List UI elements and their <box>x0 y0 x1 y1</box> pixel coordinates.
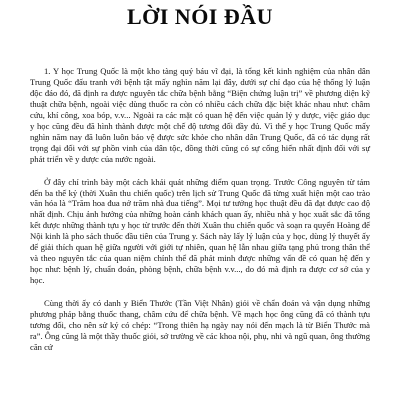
paragraph-3: Cùng thời ấy có danh y Biển Thước (Tần Việt Nhân) giỏi về chẩn đoán và vận dụng những phương pháp bằng thuốc thang, châm cứu để chữa bệnh. Về mạch học ông cũng đã có thành tựu tương đối, cho nên sử ký có chép: “Trong thiên hạ ngày nay nói đến mạch là từ Biển Thước mà ra”. Ông cũng là một thầy thuốc giỏi, sở trường về các khoa nội, phụ, nhi và ngũ quan, ông thường căn cứ <box>30 298 370 352</box>
page-title: LỜI NÓI ĐẦU <box>126 4 274 29</box>
paragraph-1: 1. Y học Trung Quốc là một kho tàng quý báu vĩ đại, là tổng kết kinh nghiệm của nhân dân Trung Quốc đấu tranh với bệnh tật mấy nghìn năm lại đây, dưới sự chỉ đạo của hệ thống lý luận độc đáo đó, đã định ra được nguyên tắc chữa bệnh bằng “Biện chứng luận trị” về phương diện kỹ thuật chữa bệnh, ngoài việc dùng thuốc ra còn có nhiều cách chữa đặc biệt khác nhau như: châm cứu, khí công, xoa bóp, v.v... Ngoài ra các mặt có quan hệ đến việc quản lý y dược, việc giáo dục y học cũng đều đã hình thành được một chế độ tương đối đầy đủ. Vì thế y học Trung Quốc mấy nghìn năm nay đã luôn luôn bảo vệ được sức khỏe cho nhân dân Trung Quốc, đã có tác dụng rất trọng đại đối với sự phồn vinh của dân tộc, đồng thời cũng có sự cống hiến nhất định đối với sự phát triển về y dược của nước ngoài. <box>30 66 370 164</box>
body-text <box>30 66 370 353</box>
paragraph-2: Ở đây chỉ trình bày một cách khái quát những điểm quan trọng. Trước Công nguyên từ tám đến ba thế kỷ (thời Xuân thu chiến quốc) trên lịch sử Trung Quốc đã từng xuất hiện một cao trào văn hóa là “Trăm hoa đua nở trăm nhà đua tiếng”. Mọi tư tưởng học thuật đều đã đạt được cao độ nhất định. Chịu ảnh hưởng của những hoàn cảnh khách quan ấy, nhiều nhà y học xuất sắc đã tổng kết được những thành tựu y học từ trước đến thời Xuân thu chiến quốc và soạn ra quyển Hoàng đế Nội kinh là pho sách thuốc đầu tiên của Trung y. Sách này lấy lý luận của y học, dùng lý thuyết ấy để giải thích quan hệ giữa người với giới tự nhiên, quan hệ lẫn nhau giữa tạng phủ trong thân thể và theo nguyên tắc của quan niệm chỉnh thể đã phát minh được những vấn đề có quan hệ đến y học như: bệnh lý, chuẩn đoán, phòng bệnh, chữa bệnh v.v..., do đó mà định ra được cơ sở của y học. <box>30 176 370 286</box>
